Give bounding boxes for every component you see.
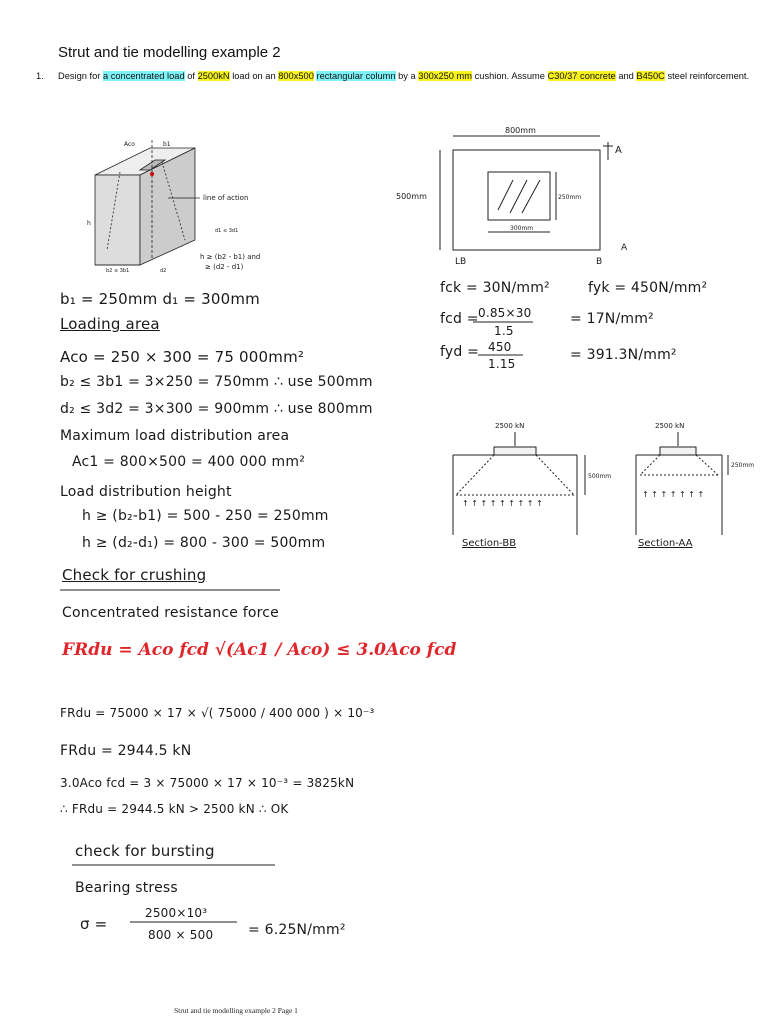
highlight-steel: B450C — [636, 71, 665, 81]
task-text: cushion. Assume — [472, 71, 548, 81]
iso-d1-note: d1 ≤ 3d1 — [215, 228, 239, 234]
section-bb-load: 2500 kN — [495, 422, 525, 430]
fyk: fyk = 450N/mm² — [588, 280, 708, 296]
section-bb-dim: 500mm — [588, 473, 612, 480]
h-calc-2: h ≥ (d₂-d₁) = 800 - 300 = 500mm — [82, 535, 326, 551]
sigma-num: 2500×10³ — [145, 906, 208, 920]
sigma-den: 800 × 500 — [148, 928, 214, 942]
page-title: Strut and tie modelling example 2 — [58, 44, 281, 61]
fcd-result: = 17N/mm² — [570, 311, 654, 327]
highlight-column: rectangular column — [316, 71, 396, 81]
check-crushing-heading: Check for crushing — [62, 566, 207, 584]
task-text: by a — [395, 71, 419, 81]
plan-label-a2: A — [621, 243, 628, 253]
task-text: Design for — [58, 71, 103, 81]
section-bb-arrows: ↑ ↑ ↑ ↑ ↑ ↑ ↑ ↑ ↑ — [462, 499, 543, 508]
plan-label-lb: LB — [455, 257, 467, 267]
page-footer: Strut and tie modelling example 2 Page 1 — [174, 1006, 298, 1015]
bearing-stress-heading: Bearing stress — [75, 880, 178, 896]
sigma-lhs: σ = — [80, 915, 108, 933]
task-text: of — [184, 71, 198, 81]
highlight-concrete: C30/37 concrete — [547, 71, 616, 81]
task-number: 1. — [36, 71, 44, 81]
plan-width: 800mm — [505, 126, 536, 135]
frdu-calc-2: FRdu = 2944.5 kN — [60, 743, 192, 759]
iso-b1-label: b1 — [163, 141, 171, 148]
plan-label-b: B — [596, 257, 603, 267]
check-bursting-heading: check for bursting — [75, 842, 215, 860]
iso-h-cond1: h ≥ (b2 - b1) and — [200, 253, 261, 261]
fyd-lhs: fyd = — [440, 344, 480, 360]
fck: fck = 30N/mm² — [440, 280, 550, 296]
plan-view-figure — [440, 136, 613, 250]
frdu-result: ∴ FRdu = 2944.5 kN > 2500 kN ∴ OK — [60, 802, 289, 816]
highlight-kn: 2500kN — [197, 71, 230, 81]
max-area-heading: Maximum load distribution area — [60, 428, 290, 444]
loading-area-heading: Loading area — [60, 315, 160, 333]
iso-h-cond2: ≥ (d2 - d1) — [205, 263, 244, 271]
plan-cushion-d: 300mm — [510, 225, 534, 232]
section-aa-load: 2500 kN — [655, 422, 685, 430]
fcd-lhs: fcd = — [440, 311, 479, 327]
frdu-calc-1: FRdu = 75000 × 17 × √( 75000 / 400 000 ) × 10⁻³ — [60, 706, 375, 720]
highlight-size: 800x500 — [278, 71, 314, 81]
fcd-den: 1.5 — [494, 324, 514, 338]
fyd-den: 1.15 — [488, 357, 516, 371]
conc-force-heading: Concentrated resistance force — [62, 605, 279, 621]
sigma-result: = 6.25N/mm² — [248, 922, 346, 938]
task-text: load on an — [229, 71, 279, 81]
d2-calc: d₂ ≤ 3d2 = 3×300 = 900mm ∴ use 800mm — [60, 401, 373, 417]
b1-d1: b₁ = 250mm d₁ = 300mm — [60, 290, 260, 308]
section-aa-dim: 250mm — [731, 462, 755, 469]
heading-rules — [60, 590, 280, 865]
section-aa-arrows: ↑ ↑ ↑ ↑ ↑ ↑ ↑ — [642, 490, 705, 499]
section-aa-label: Section-AA — [638, 538, 693, 549]
iso-d2-label: d2 — [160, 268, 167, 274]
section-bb-label: Section-BB — [462, 538, 517, 549]
height-heading: Load distribution height — [60, 484, 232, 500]
task-text: and — [615, 71, 637, 81]
h-calc-1: h ≥ (b₂-b1) = 500 - 250 = 250mm — [82, 508, 329, 524]
aco-calc: Aco = 250 × 300 = 75 000mm² — [60, 348, 305, 366]
plan-depth: 500mm — [396, 192, 427, 201]
section-aa-figure — [636, 432, 728, 535]
three-aco-calc: 3.0Aco fcd = 3 × 75000 × 17 × 10⁻³ = 3825kN — [60, 776, 355, 790]
highlight-cushion: 300x250 mm — [418, 71, 473, 81]
task-text: steel reinforcement. — [664, 71, 750, 81]
highlight-load: a concentrated load — [102, 71, 185, 81]
iso-b2-note: b2 ≤ 3b1 — [106, 268, 130, 274]
fyd-result: = 391.3N/mm² — [570, 347, 677, 363]
iso-aco-label: Aco — [124, 141, 135, 148]
fcd-num: 0.85×30 — [478, 306, 532, 320]
isometric-block-figure — [95, 140, 200, 265]
plan-label-a: A — [615, 145, 622, 156]
ac1-calc: Ac1 = 800×500 = 400 000 mm² — [72, 454, 306, 470]
fyd-num: 450 — [488, 340, 512, 354]
iso-line-of-action: line of action — [203, 194, 249, 202]
plan-cushion-w: 250mm — [558, 194, 582, 201]
frdu-formula: FRdu = Aco fcd √(Ac1 / Aco) ≤ 3.0Aco fcd — [62, 640, 457, 660]
b2-calc: b₂ ≤ 3b1 = 3×250 = 750mm ∴ use 500mm — [60, 374, 373, 390]
section-bb-figure — [453, 432, 585, 535]
iso-h-label: h — [87, 220, 91, 227]
